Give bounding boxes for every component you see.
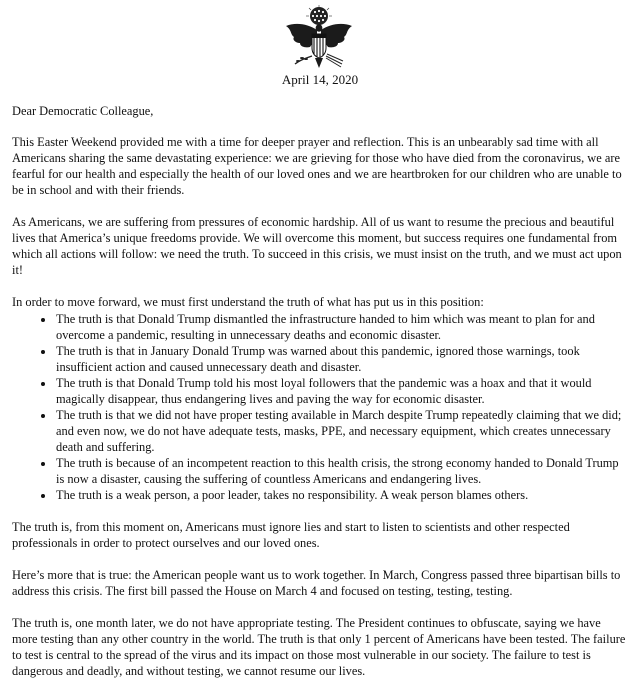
list-item: • The truth is because of an incompetent reaction to this health crisis, the strong economy handed to Donald Trump is now a disaster, causing the suffering of countless Americans and endangering lives. bbox=[55, 455, 628, 487]
list-item: • The truth is a weak person, a poor leader, takes no responsibility. A weak person blames others. bbox=[55, 487, 628, 503]
list-item: • The truth is that Donald Trump dismantled the infrastructure handed to him which was meant to plan for and overcome a pandemic, resulting in unnecessary deaths and economic disaster. bbox=[55, 311, 628, 343]
eagle-seal-icon bbox=[282, 4, 356, 74]
paragraph: Here’s more that is true: the American people want us to work together. In March, Congress passed three bipartisan bills to address this crisis. The first bill passed the House on March 4 and focused on testing, testing, testing. bbox=[12, 568, 621, 598]
letter-date: April 14, 2020 bbox=[281, 72, 359, 87]
salutation: Dear Democratic Colleague, bbox=[12, 104, 154, 118]
paragraph: The truth is, from this moment on, Americans must ignore lies and start to listen to scientists and other respected professionals in order to protect ourselves and our loved ones. bbox=[12, 520, 570, 550]
list-item: • The truth is that in January Donald Trump was warned about this pandemic, ignored those warnings, took insufficient action and caused unnecessary death and disaster. bbox=[55, 343, 628, 375]
paragraph: The truth is, one month later, we do not have appropriate testing. The President continues to obfuscate, saying we have more testing than any other country in the world. The truth is that only 1 percent of Americans have been tested. The failure to test is central to the spread of the virus and its impact on those most vulnerable in our society. The failure to test is dangerous and deadly, and without testing, we cannot resume our lives. bbox=[12, 616, 626, 678]
paragraph: This Easter Weekend provided me with a time for deeper prayer and reflection. This is an unbearably sad time with all Americans sharing the same devastating experience: we are grieving for those who have died from the coronavirus, we are fearful for our health and especially the health of our loved ones and we are heartbroken for our children who are unable to be in school and with their friends. bbox=[12, 135, 622, 197]
letter-body bbox=[12, 103, 628, 695]
list-item: • The truth is that we did not have proper testing available in March despite Trump repeatedly claiming that we did; and even now, we do not have adequate tests, masks, PPE, and necessary equipment, which creates unnecessary death and suffering. bbox=[55, 407, 628, 455]
paragraph: As Americans, we are suffering from pressures of economic hardship. All of us want to resume the precious and beautiful lives that America’s unique freedoms provide. We will overcome this moment, but success requires one fundamental from which all actions will follow: we need the truth. To succeed in this crisis, we must insist on the truth, and we must act upon it! bbox=[12, 215, 622, 277]
paragraph: In order to move forward, we must first understand the truth of what has put us in this position: bbox=[12, 295, 484, 309]
truths-list bbox=[12, 311, 628, 503]
list-item: • The truth is that Donald Trump told his most loyal followers that the pandemic was a hoax and that it would magically disappear, thus endangering lives and paving the way for economic disaster. bbox=[55, 375, 628, 407]
